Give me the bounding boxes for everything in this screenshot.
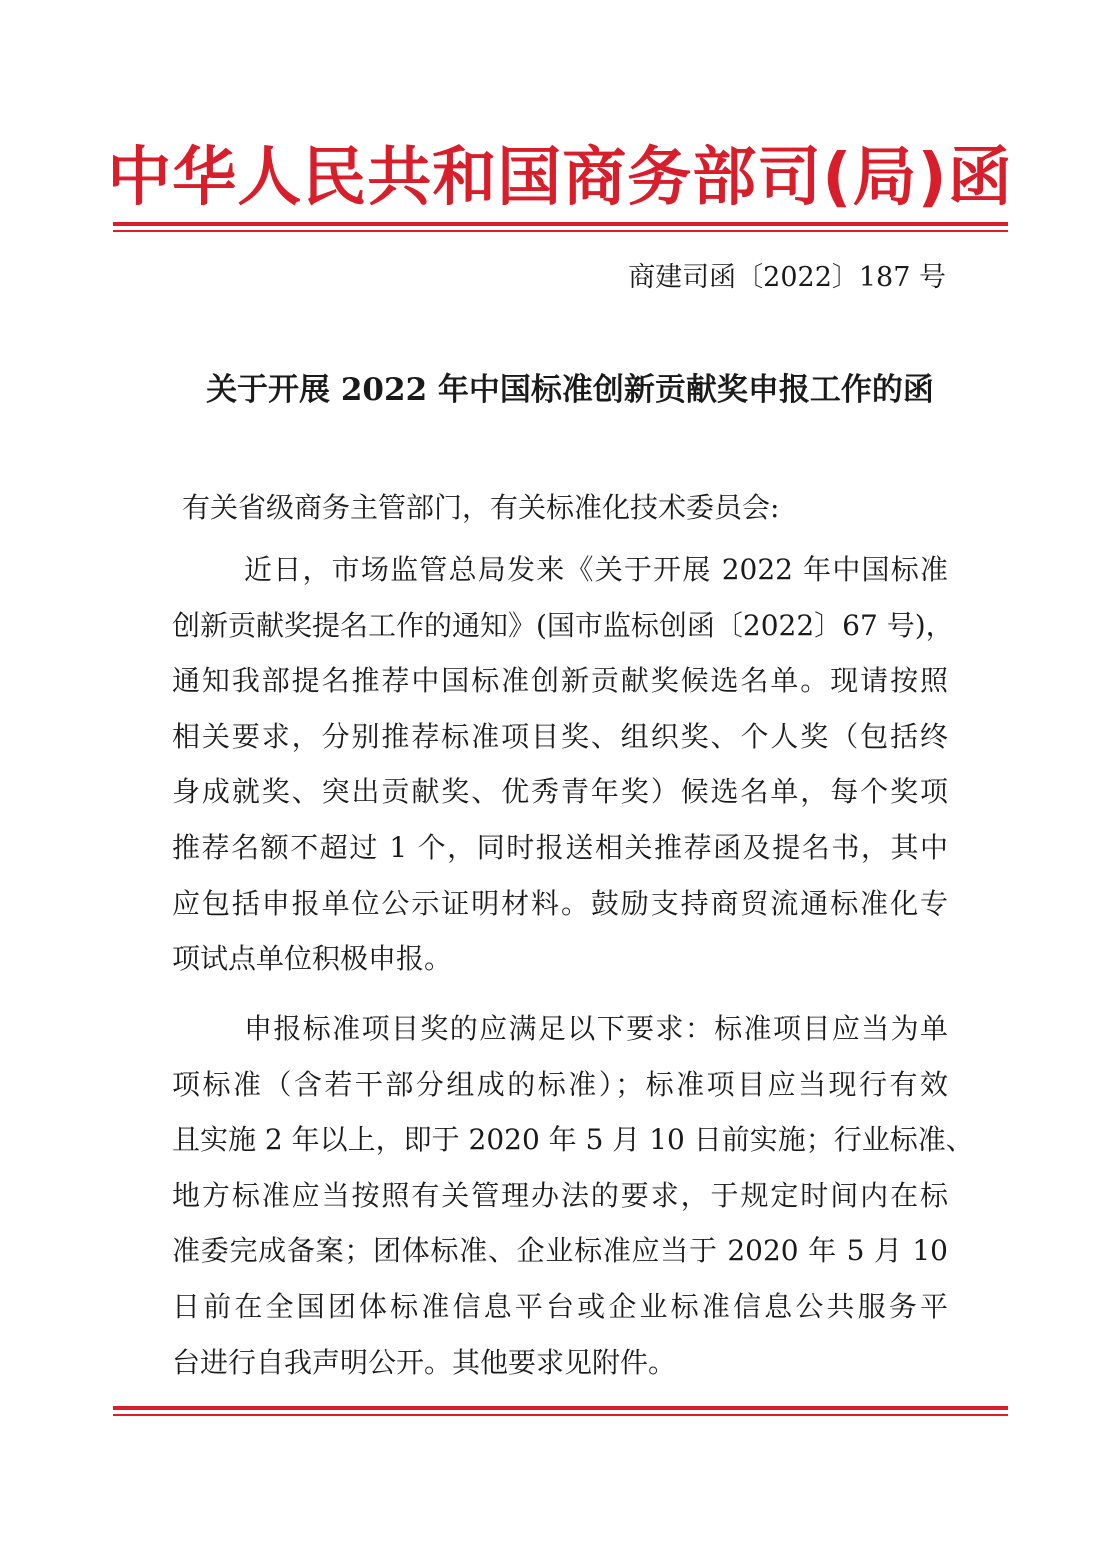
footer-divider-thick bbox=[113, 1406, 1008, 1410]
paragraph-line: 日前在全国团体标准信息平台或企业标准信息公共服务平 bbox=[172, 1289, 948, 1323]
document-title: 关于开展 2022 年中国标准创新贡献奖申报工作的函 bbox=[206, 372, 934, 408]
paragraph-line: 创新贡献奖提名工作的通知》(国市监标创函〔2022〕67 号)， bbox=[172, 608, 954, 642]
paragraph-line: 通知我部提名推荐中国标准创新贡献奖候选名单。现请按照 bbox=[172, 664, 948, 698]
footer-divider bbox=[113, 1406, 1008, 1418]
paragraph-line: 地方标准应当按照有关管理办法的要求，于规定时间内在标 bbox=[172, 1178, 948, 1212]
header-divider bbox=[113, 222, 1008, 234]
paragraph-line: 身成就奖、突出贡献奖、优秀青年奖）候选名单，每个奖项 bbox=[172, 775, 948, 809]
paragraph-line: 项标准（含若干部分组成的标准）；标准项目应当现行有效 bbox=[172, 1067, 948, 1101]
paragraph-line: 近日，市场监管总局发来《关于开展 2022 年中国标准 bbox=[244, 553, 948, 586]
header-divider-thick bbox=[113, 222, 1008, 226]
paragraph-line: 推荐名额不超过 1 个，同时报送相关推荐函及提名书，其中 bbox=[172, 830, 948, 864]
letterhead-title: 中华人民共和国商务部司(局)函 bbox=[107, 141, 1013, 215]
paragraph-line: 相关要求，分别推荐标准项目奖、组织奖、个人奖（包括终 bbox=[172, 719, 948, 753]
paragraph-line: 且实施 2 年以上，即于 2020 年 5 月 10 日前实施；行业标准、 bbox=[172, 1123, 974, 1157]
salutation: 有关省级商务主管部门，有关标准化技术委员会: bbox=[182, 491, 780, 524]
paragraph-line: 准委完成备案；团体标准、企业标准应当于 2020 年 5 月 10 bbox=[172, 1234, 948, 1268]
header-divider-thin bbox=[113, 230, 1008, 232]
body-paragraph bbox=[172, 1001, 974, 1390]
body-paragraph bbox=[172, 542, 954, 987]
paragraph-line: 项试点单位积极申报。 bbox=[172, 942, 453, 976]
footer-divider-thin bbox=[113, 1414, 1008, 1416]
document-number: 商建司函〔2022〕187 号 bbox=[628, 262, 946, 293]
paragraph-line: 应包括申报单位公示证明材料。鼓励支持商贸流通标准化专 bbox=[172, 886, 948, 920]
paragraph-line: 台进行自我声明公开。其他要求见附件。 bbox=[172, 1345, 677, 1379]
paragraph-line: 申报标准项目奖的应满足以下要求：标准项目应当为单 bbox=[244, 1012, 948, 1045]
